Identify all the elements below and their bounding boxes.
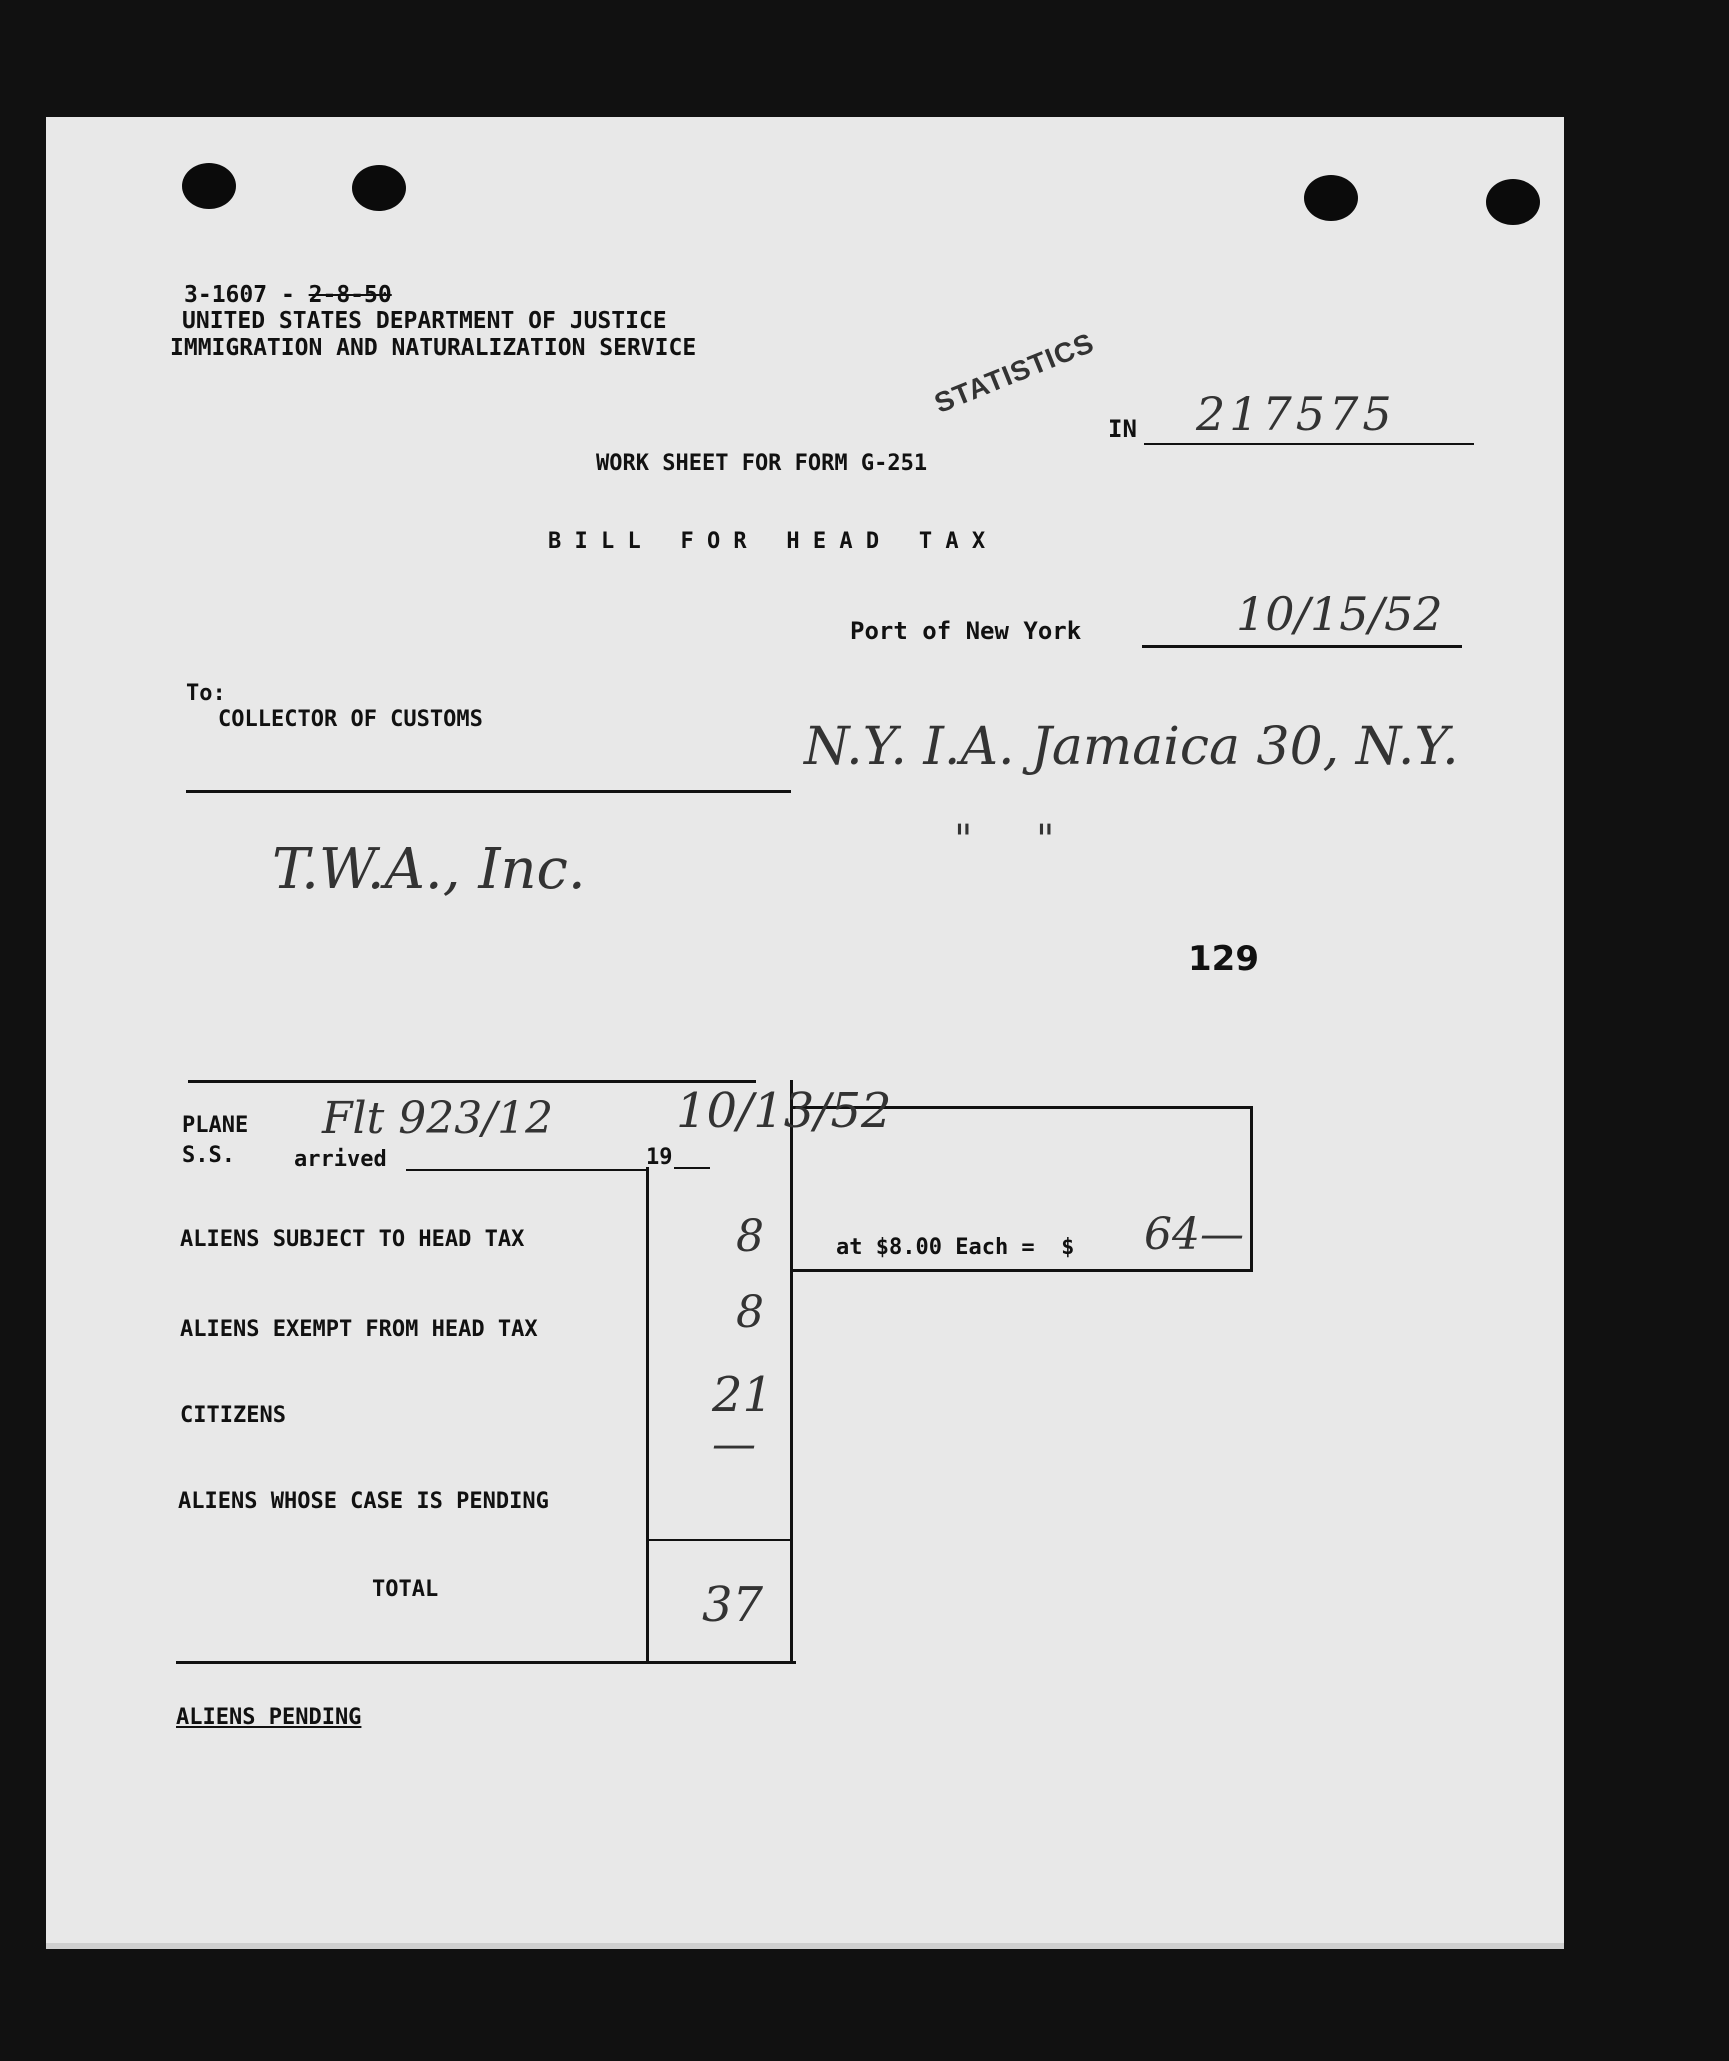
row-value-pending: — — [712, 1419, 756, 1470]
department-name: UNITED STATES DEPARTMENT OF JUSTICE — [182, 308, 667, 334]
rate-box-right — [1250, 1106, 1253, 1272]
total-value: 37 — [702, 1577, 764, 1633]
in-label: IN — [1108, 415, 1137, 443]
punch-hole-2 — [352, 165, 406, 211]
row-value-subject: 8 — [736, 1211, 764, 1262]
form-code: 3-1607 - 2-8-50 — [184, 282, 392, 308]
form-subtitle: B I L L F O R H E A D T A X — [548, 529, 986, 554]
in-number: 217575 — [1196, 387, 1396, 441]
port-label: Port of New York — [850, 617, 1082, 645]
port-date: 10/15/52 — [1236, 587, 1443, 641]
in-number-line — [1144, 443, 1474, 445]
form-title: WORK SHEET FOR FORM G-251 — [596, 451, 928, 476]
to-addressee: COLLECTOR OF CUSTOMS — [218, 707, 483, 732]
year-prefix: 19 — [646, 1145, 673, 1170]
arrived-label: arrived — [294, 1147, 387, 1172]
service-name: IMMIGRATION AND NATURALIZATION SERVICE — [170, 335, 697, 361]
statistics-stamp: STATISTICS — [930, 326, 1099, 419]
year-line — [674, 1167, 710, 1169]
handwritten-location: N.Y. I.A. Jamaica 30, N.Y. — [804, 717, 1459, 777]
row-value-exempt: 8 — [736, 1287, 764, 1338]
total-label: TOTAL — [372, 1577, 439, 1602]
handwritten-carrier: T.W.A., Inc. — [272, 837, 586, 902]
amount-value: 64— — [1144, 1209, 1244, 1260]
punch-hole-1 — [182, 163, 236, 209]
ss-label: S.S. — [182, 1143, 235, 1168]
row-value-citizens: 21 — [712, 1367, 774, 1423]
rate-box-bottom — [790, 1269, 1252, 1272]
row-label-pending: ALIENS WHOSE CASE IS PENDING — [178, 1489, 549, 1514]
total-separator — [646, 1539, 792, 1541]
plane-label: PLANE — [182, 1113, 249, 1138]
to-label: To: — [186, 681, 226, 706]
table-bottom-line — [176, 1661, 796, 1664]
punch-hole-4 — [1486, 179, 1540, 225]
aliens-pending-heading: ALIENS PENDING — [176, 1705, 362, 1730]
rate-text: at $8.00 Each = $ — [836, 1235, 1075, 1260]
ditto-marks: " " — [954, 817, 1055, 863]
port-date-line — [1142, 645, 1462, 648]
punch-hole-3 — [1304, 175, 1358, 221]
addressee-line — [186, 790, 791, 793]
arrival-date: 10/13/52 — [676, 1083, 892, 1139]
row-label-subject: ALIENS SUBJECT TO HEAD TAX — [180, 1227, 525, 1252]
flight-number: Flt 923/12 — [322, 1093, 554, 1144]
right-column-divider — [790, 1080, 793, 1661]
arrived-line — [406, 1169, 646, 1171]
table-top-line — [188, 1080, 756, 1083]
row-label-exempt: ALIENS EXEMPT FROM HEAD TAX — [180, 1317, 538, 1342]
row-label-citizens: CITIZENS — [180, 1403, 286, 1428]
left-column-divider — [646, 1167, 649, 1663]
page-number: 129 — [1188, 939, 1259, 979]
form-sheet — [46, 117, 1564, 1949]
